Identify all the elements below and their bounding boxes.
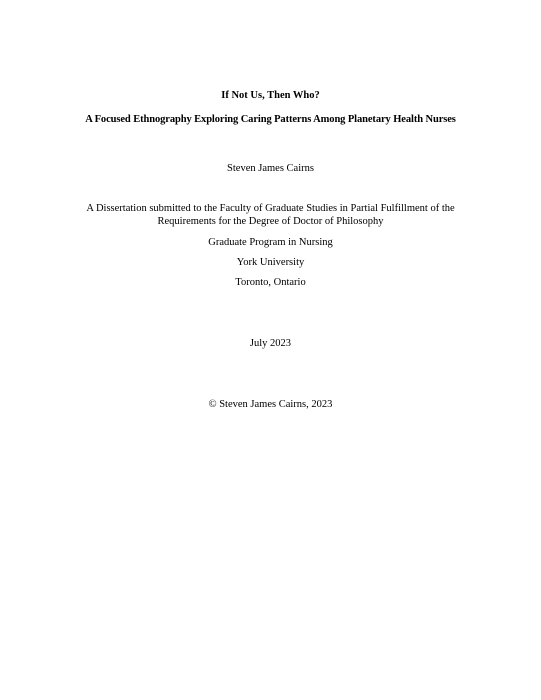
submission-date: July 2023 xyxy=(249,338,292,349)
copyright-notice: © Steven James Cairns, 2023 xyxy=(208,399,333,410)
dissertation-subtitle: A Focused Ethnography Exploring Caring Patterns Among Planetary Health Nurses xyxy=(85,114,456,125)
author-name: Steven James Cairns xyxy=(227,163,314,174)
submission-statement-line-1: A Dissertation submitted to the Faculty of Graduate Studies in Partial Fulfillment of the xyxy=(86,203,455,214)
graduate-program: Graduate Program in Nursing xyxy=(208,237,333,248)
university-name: York University xyxy=(236,257,305,268)
dissertation-title: If Not Us, Then Who? xyxy=(221,90,320,101)
location: Toronto, Ontario xyxy=(235,277,306,288)
submission-statement-line-2: Requirements for the Degree of Doctor of Philosophy xyxy=(157,216,384,227)
